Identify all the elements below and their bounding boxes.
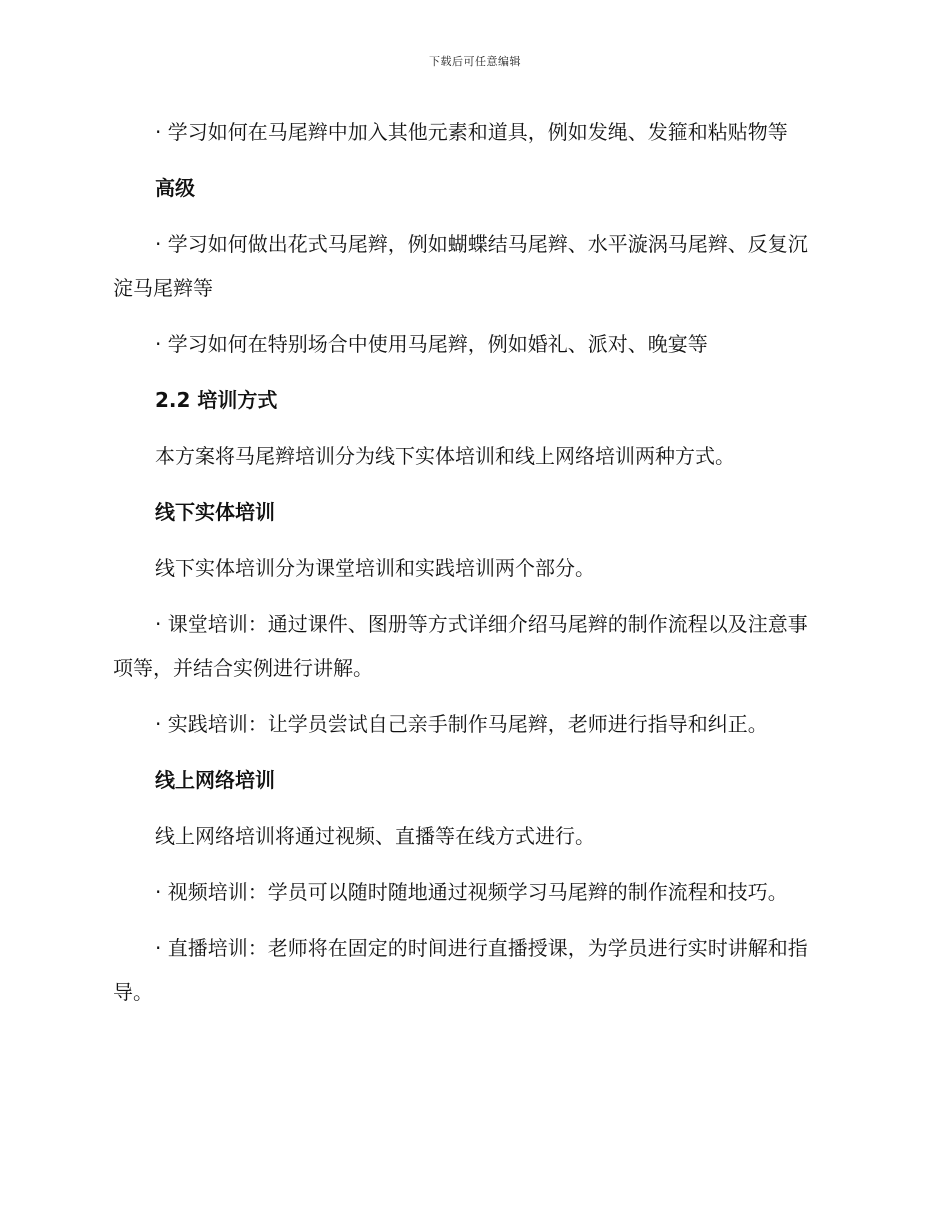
bullet-paragraph: · 实践培训：让学员尝试自己亲手制作马尾辫，老师进行指导和纠正。 [155,712,768,736]
body-paragraph: 线上网络培训将通过视频、直播等在线方式进行。 [155,824,595,848]
bullet-paragraph: · 学习如何在马尾辫中加入其他元素和道具，例如发绳、发箍和粘贴物等 [155,120,788,144]
bullet-paragraph: · 学习如何做出花式马尾辫，例如蝴蝶结马尾辫、水平漩涡马尾辫、反复沉淀马尾辫等 [113,232,808,300]
document-body [113,110,823,1026]
section-heading: 高级 [155,176,195,200]
header-note: 下载后可任意编辑 [429,55,521,68]
section-heading: 2.2 培训方式 [155,388,278,412]
section-heading: 线上网络培训 [155,768,275,792]
body-paragraph: 线下实体培训分为课堂培训和实践培训两个部分。 [155,556,595,580]
bullet-paragraph: · 课堂培训：通过课件、图册等方式详细介绍马尾辫的制作流程以及注意事项等，并结合实例进行讲解。 [113,612,808,680]
body-paragraph: 本方案将马尾辫培训分为线下实体培训和线上网络培训两种方式。 [155,444,735,468]
bullet-paragraph: · 视频培训：学员可以随时随地通过视频学习马尾辫的制作流程和技巧。 [155,880,788,904]
bullet-paragraph: · 直播培训：老师将在固定的时间进行直播授课，为学员进行实时讲解和指导。 [113,936,808,1004]
section-heading: 线下实体培训 [155,500,275,524]
bullet-paragraph: · 学习如何在特别场合中使用马尾辫，例如婚礼、派对、晚宴等 [155,332,708,356]
